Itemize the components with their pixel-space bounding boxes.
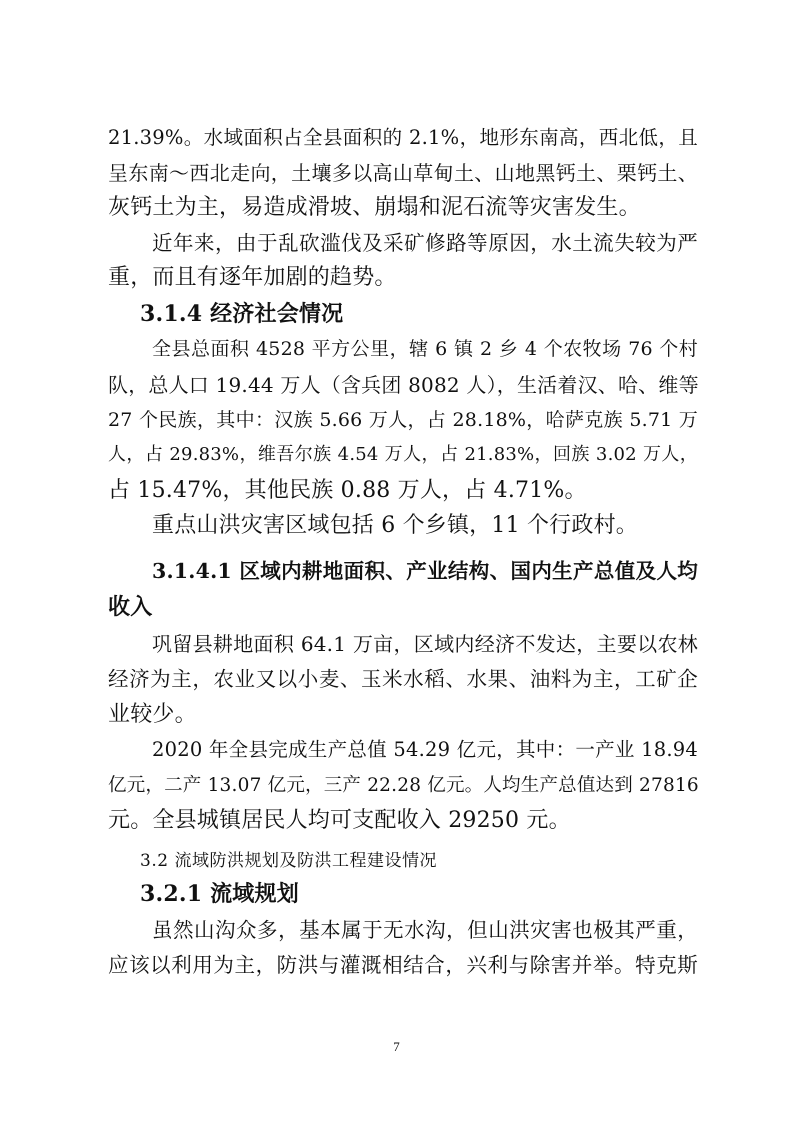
body-text-line: 业较少。 xyxy=(108,702,197,727)
body-text-line: 人，占 29.83%，维吾尔族 4.54 万人，占 21.83%，回族 3.02 万人， xyxy=(108,444,698,465)
body-text-line: 重点山洪灾害区域包括 6 个乡镇，11 个行政村。 xyxy=(152,513,638,538)
body-text-line: 27 个民族，其中：汉族 5.66 万人，占 28.18%，哈萨克族 5.71 万 xyxy=(108,409,698,431)
body-text-line: 近年来，由于乱砍滥伐及采矿修路等原因，水土流失较为严 xyxy=(152,231,698,255)
body-text-line: 全县总面积 4528 平方公里，辖 6 镇 2 乡 4 个农牧场 76 个村 xyxy=(152,338,698,360)
section-heading: 3.2.1 流域规划 xyxy=(140,881,299,907)
body-text-line: 2020 年全县完成生产总值 54.29 亿元，其中：一产业 18.94 xyxy=(152,738,698,761)
body-text-line: 队，总人口 19.44 万人（含兵团 8082 人），生活着汉、哈、维等 xyxy=(108,373,699,397)
body-text-line: 虽然山沟众多，基本属于无水沟，但山洪灾害也极其严重， xyxy=(152,918,698,942)
body-text-line: 应该以利用为主，防洪与灌溉相结合，兴利与除害并举。特克斯 xyxy=(108,953,698,977)
body-text-line: 亿元，二产 13.07 亿元，三产 22.28 亿元。人均生产总值达到 27816 xyxy=(108,775,699,796)
subsection-heading: 3.1.4.1 区域内耕地面积、产业结构、国内生产总值及人均 xyxy=(152,559,698,583)
body-text-line: 元。全县城镇居民人均可支配收入 29250 元。 xyxy=(108,808,571,833)
page-number: 7 xyxy=(393,1039,400,1054)
section-heading: 3.1.4 经济社会情况 xyxy=(140,301,344,327)
chapter-heading: 3.2 流域防洪规划及防洪工程建设情况 xyxy=(140,851,437,871)
body-text-line: 巩留县耕地面积 64.1 万亩，区域内经济不发达，主要以农林 xyxy=(152,632,698,656)
body-text-line: 呈东南～西北走向，土壤多以高山草甸土、山地黑钙土、栗钙土、 xyxy=(108,161,698,185)
body-text-line: 占 15.47%，其他民族 0.88 万人，占 4.71%。 xyxy=(108,478,587,503)
body-text-line: 经济为主，农业又以小麦、玉米水稻、水果、油料为主，工矿企 xyxy=(108,667,698,691)
body-text-line: 21.39%。水域面积占全县面积的 2.1%，地形东南高，西北低，且 xyxy=(108,126,698,149)
subsection-heading: 收入 xyxy=(108,594,153,620)
body-text-line: 重，而且有逐年加剧的趋势。 xyxy=(108,265,397,290)
body-text-line: 灰钙土为主，易造成滑坡、崩塌和泥石流等灾害发生。 xyxy=(108,195,641,220)
